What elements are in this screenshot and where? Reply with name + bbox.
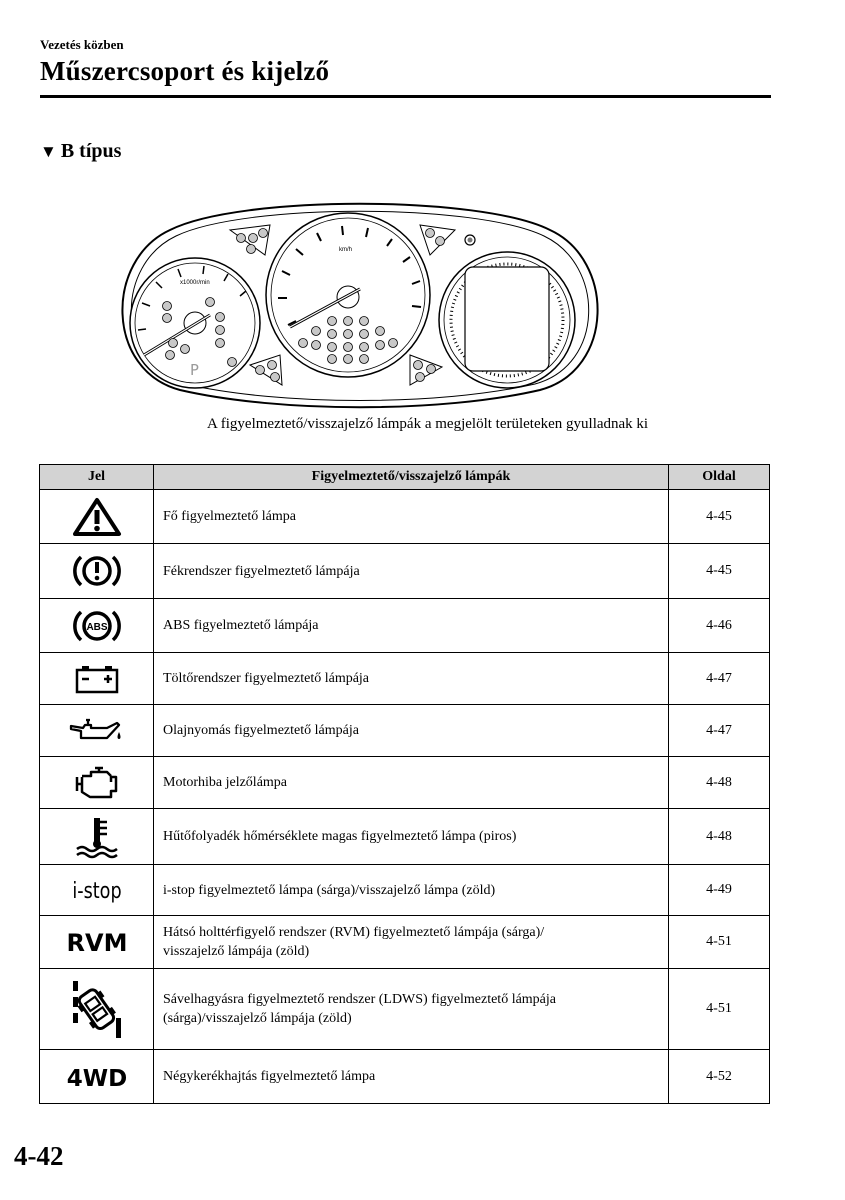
- subsection-title: B típus: [60, 140, 122, 162]
- i-stop-icon-text: i-stop: [71, 878, 122, 904]
- speedometer-gauge: [266, 213, 430, 377]
- lamp-description: i-stop figyelmeztető lámpa (sárga)/visszajelző lámpa (zöld): [154, 865, 669, 916]
- page-title: Műszercsoport és kijelző: [40, 56, 330, 86]
- coolant-temp-icon: [71, 815, 123, 859]
- rvm-icon-text: RVM: [66, 929, 127, 957]
- brake-warning-icon: [69, 550, 125, 592]
- page-reference: 4-52: [669, 1050, 770, 1104]
- oil-pressure-icon: [67, 714, 127, 748]
- table-row: [40, 757, 770, 809]
- lamp-description-line: Hátsó holttérfigyelő rendszer (RVM) figyelmeztető lámpája (sárga)/: [163, 925, 545, 940]
- master-warning-icon: [71, 496, 123, 538]
- table-row: [40, 809, 770, 865]
- lamp-description: Hűtőfolyadék hőmérséklete magas figyelmeztető lámpa (piros): [154, 809, 669, 865]
- table-row: [40, 490, 770, 544]
- 4wd-icon-text: 4WD: [66, 1065, 127, 1092]
- i-stop-icon: [67, 872, 127, 908]
- page-reference: 4-45: [669, 544, 770, 599]
- multi-information-gauge: [439, 252, 575, 388]
- page-reference: 4-45: [669, 490, 770, 544]
- table-row: [40, 969, 770, 1050]
- abs-icon-text: ABS: [85, 621, 108, 633]
- table-header-row: [40, 465, 770, 490]
- header-divider: [40, 95, 771, 98]
- instrument-cluster-illustration: [110, 185, 610, 410]
- page-reference: 4-51: [669, 916, 770, 969]
- lamp-description: [154, 969, 669, 1050]
- speedo-unit-label: km/h: [339, 247, 353, 253]
- lamp-description: Fő figyelmeztető lámpa: [154, 490, 669, 544]
- page-reference: 4-47: [669, 653, 770, 705]
- column-header-page: Oldal: [669, 465, 770, 490]
- lamp-description-line: visszajelző lámpája (zöld): [163, 944, 310, 959]
- lamp-description: ABS figyelmeztető lámpája: [154, 599, 669, 653]
- cluster-caption: A figyelmeztető/visszajelző lámpák a megjelölt területeken gyulladnak ki: [207, 416, 649, 432]
- subsection-heading: [40, 140, 121, 163]
- engine-check-icon: [69, 765, 125, 801]
- lamp-description-line: (sárga)/visszajelző lámpája (zöld): [163, 1011, 352, 1026]
- table-row: [40, 705, 770, 757]
- page-reference: 4-51: [669, 969, 770, 1050]
- lamp-description: Motorhiba jelzőlámpa: [154, 757, 669, 809]
- lamp-description: [154, 916, 669, 969]
- section-label: Vezetés közben: [40, 37, 124, 52]
- lamp-description: Olajnyomás figyelmeztető lámpája: [154, 705, 669, 757]
- page-reference: 4-47: [669, 705, 770, 757]
- triangle-marker-icon: ▼: [40, 142, 57, 161]
- 4wd-icon: [65, 1059, 129, 1095]
- battery-icon: [71, 661, 123, 697]
- multi-info-display: [465, 267, 549, 371]
- column-header-symbol: Jel: [40, 465, 154, 490]
- rvm-icon: [65, 924, 129, 960]
- table-row: [40, 653, 770, 705]
- page-reference: 4-49: [669, 865, 770, 916]
- warning-lamps-table: [39, 464, 770, 1104]
- page-number: 4-42: [14, 1141, 64, 1171]
- lamp-description-line: Sávelhagyásra figyelmeztető rendszer (LDWS) figyelmeztető lámpája: [163, 992, 556, 1007]
- table-row: [40, 916, 770, 969]
- table-row: [40, 544, 770, 599]
- table-row: [40, 865, 770, 916]
- lamp-description: Négykerékhajtás figyelmeztető lámpa: [154, 1050, 669, 1104]
- page-reference: 4-48: [669, 809, 770, 865]
- tacho-unit-label: x1000r/min: [180, 280, 210, 286]
- lamp-description: Fékrendszer figyelmeztető lámpája: [154, 544, 669, 599]
- page-reference: 4-48: [669, 757, 770, 809]
- gear-indicator: P: [190, 361, 200, 379]
- tachometer-gauge: [130, 258, 260, 388]
- page-reference: 4-46: [669, 599, 770, 653]
- ldws-icon: [67, 978, 127, 1040]
- abs-warning-icon: [69, 605, 125, 647]
- column-header-lamps: Figyelmeztető/visszajelző lámpák: [154, 465, 669, 490]
- table-row: [40, 599, 770, 653]
- table-row: [40, 1050, 770, 1104]
- lamp-description: Töltőrendszer figyelmeztető lámpája: [154, 653, 669, 705]
